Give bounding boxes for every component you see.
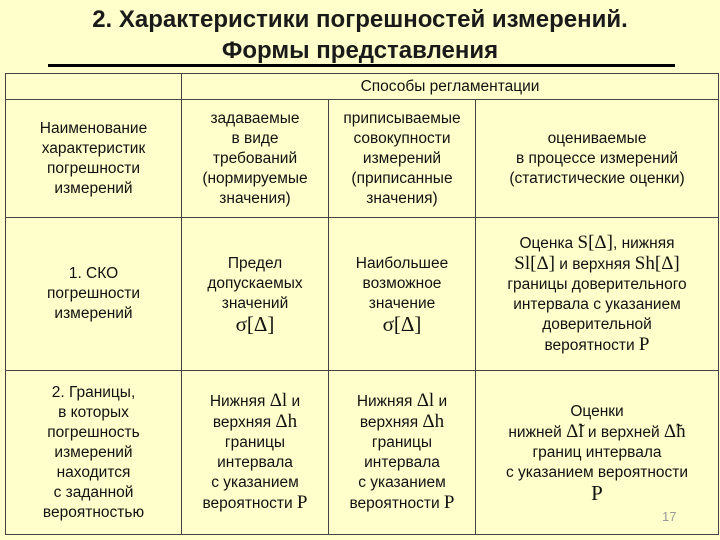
header-assigned-line: совокупности bbox=[353, 129, 451, 147]
header-name-line: Наименование bbox=[39, 119, 148, 137]
characteristics-table bbox=[5, 73, 719, 535]
row2-assigned-last bbox=[332, 493, 472, 514]
row1-assigned-line: Наибольшее bbox=[355, 255, 449, 272]
row1-specified-line: допускаемых bbox=[207, 275, 303, 292]
row2-estimated-line2 bbox=[479, 422, 715, 443]
header-name-line: измерений bbox=[54, 179, 133, 197]
row1-estimated-line: интервала с указанием bbox=[513, 295, 681, 313]
text-span: и верхней bbox=[583, 424, 664, 441]
text-span: и bbox=[434, 393, 448, 410]
text-span: Нижняя bbox=[356, 393, 417, 410]
row2-assigned-line2 bbox=[332, 412, 472, 433]
math-symbol: S[Δ] bbox=[577, 231, 613, 253]
math-symbol: P bbox=[296, 492, 308, 513]
math-symbol: P bbox=[638, 333, 650, 355]
text-span: верхняя bbox=[212, 414, 276, 431]
row1-estimated-line2 bbox=[479, 254, 715, 275]
math-symbol: Δh bbox=[275, 411, 298, 432]
header-name-line: погрешности bbox=[46, 159, 141, 177]
row2-name-line: с заданной bbox=[53, 483, 134, 501]
text-span: Оценка bbox=[519, 234, 578, 252]
row2-assigned-line1 bbox=[332, 391, 472, 412]
header-specified-cell bbox=[182, 100, 329, 218]
row1-name-cell bbox=[6, 218, 182, 371]
row2-estimated-line: с указанием вероятности bbox=[506, 464, 689, 481]
header-group-label: Способы регламентации bbox=[360, 77, 540, 95]
header-assigned-line: значения) bbox=[366, 189, 438, 207]
header-estimated-cell bbox=[476, 100, 719, 218]
row1-assigned-line: значение bbox=[368, 295, 436, 312]
row2-specified-cell bbox=[182, 371, 329, 535]
row1-specified-cell bbox=[182, 218, 329, 371]
header-group-cell bbox=[182, 74, 719, 100]
math-symbol: Δ̃h bbox=[663, 421, 686, 442]
math-symbol: Δh bbox=[422, 411, 445, 432]
row1-estimated-cell bbox=[476, 218, 719, 371]
header-estimated-line: (статистические оценки) bbox=[509, 169, 685, 187]
row2-specified-line: границы bbox=[224, 434, 286, 451]
text-span: и bbox=[287, 393, 301, 410]
header-assigned-line: (приписанные bbox=[351, 169, 453, 187]
header-specified-line: (нормируемые bbox=[202, 169, 308, 187]
header-estimated-line: оцениваемые bbox=[547, 129, 647, 147]
row2-assigned-cell bbox=[329, 371, 476, 535]
row2-name-line: в которых bbox=[58, 403, 129, 421]
text-span: , нижняя bbox=[612, 234, 675, 252]
row2-estimated-symbol: P bbox=[591, 481, 603, 505]
row2-specified-line: с указанием bbox=[211, 474, 299, 491]
row1-assigned-line: возможное bbox=[362, 275, 442, 292]
title-underline bbox=[48, 64, 675, 67]
header-name-line: характеристик bbox=[41, 139, 146, 157]
header-corner-cell bbox=[6, 74, 182, 100]
row2-name-line: находится bbox=[56, 463, 131, 481]
header-specified-line: в виде bbox=[231, 129, 279, 147]
row1-assigned-symbol: σ[Δ] bbox=[382, 312, 422, 336]
row2-specified-line: интервала bbox=[217, 454, 293, 471]
math-symbol: Sh[Δ] bbox=[634, 252, 680, 274]
math-symbol: Δl bbox=[416, 390, 435, 411]
row2-name-line: вероятностью bbox=[42, 503, 145, 521]
row2-name-line: погрешность bbox=[47, 423, 140, 441]
math-symbol: Sl[Δ] bbox=[514, 252, 555, 274]
text-span: верхняя bbox=[359, 414, 423, 431]
slide-title-line1: 2. Характеристики погрешностей измерений. bbox=[92, 6, 628, 33]
row2-name-line: измерений bbox=[54, 443, 133, 461]
row1-specified-symbol: σ[Δ] bbox=[235, 312, 275, 336]
text-span: нижней bbox=[508, 424, 567, 441]
text-span: вероятности bbox=[202, 495, 297, 512]
row2-estimated-line: границ интервала bbox=[532, 444, 662, 461]
row2-name-cell bbox=[6, 371, 182, 535]
row2-estimated-cell bbox=[476, 371, 719, 535]
row2-assigned-line: с указанием bbox=[358, 474, 446, 491]
row1-name-line: измерений bbox=[54, 305, 133, 322]
row2-assigned-line: интервала bbox=[364, 454, 440, 471]
row2-specified-line2 bbox=[185, 412, 325, 433]
text-span: Нижняя bbox=[209, 393, 270, 410]
header-specified-line: значения) bbox=[219, 189, 291, 207]
row2-name-line: 2. Границы, bbox=[51, 383, 136, 401]
row1-estimated-line: границы доверительного bbox=[507, 275, 687, 293]
row1-estimated-last bbox=[479, 335, 715, 356]
math-symbol: P bbox=[443, 492, 455, 513]
row1-estimated-line1 bbox=[479, 233, 715, 254]
page-number: 17 bbox=[662, 509, 677, 524]
math-symbol: Δ̃l bbox=[566, 421, 584, 442]
header-assigned-line: приписываемые bbox=[343, 109, 461, 127]
header-assigned-cell bbox=[329, 100, 476, 218]
row2-specified-last bbox=[185, 493, 325, 514]
row1-name-line: погрешности bbox=[46, 285, 141, 302]
slide-title bbox=[0, 4, 720, 66]
row2-assigned-line: границы bbox=[371, 434, 433, 451]
math-symbol: Δl bbox=[269, 390, 288, 411]
row1-specified-line: Предел bbox=[227, 255, 283, 272]
header-specified-line: требований bbox=[212, 149, 298, 167]
row1-assigned-cell bbox=[329, 218, 476, 371]
text-span: и верхняя bbox=[554, 255, 635, 273]
header-specified-line: задаваемые bbox=[210, 109, 300, 127]
header-name-cell bbox=[6, 100, 182, 218]
row2-specified-line1 bbox=[185, 391, 325, 412]
row2-estimated-line: Оценки bbox=[570, 403, 624, 420]
row1-name-line: 1. СКО bbox=[68, 265, 119, 282]
text-span: вероятности bbox=[544, 336, 639, 354]
header-assigned-line: измерений bbox=[362, 149, 442, 167]
header-estimated-line: в процессе измерений bbox=[515, 149, 679, 167]
text-span: вероятности bbox=[349, 495, 444, 512]
slide-title-line2: Формы представления bbox=[221, 37, 499, 64]
row1-estimated-line: доверительной bbox=[542, 315, 652, 333]
row1-specified-line: значений bbox=[221, 295, 289, 312]
